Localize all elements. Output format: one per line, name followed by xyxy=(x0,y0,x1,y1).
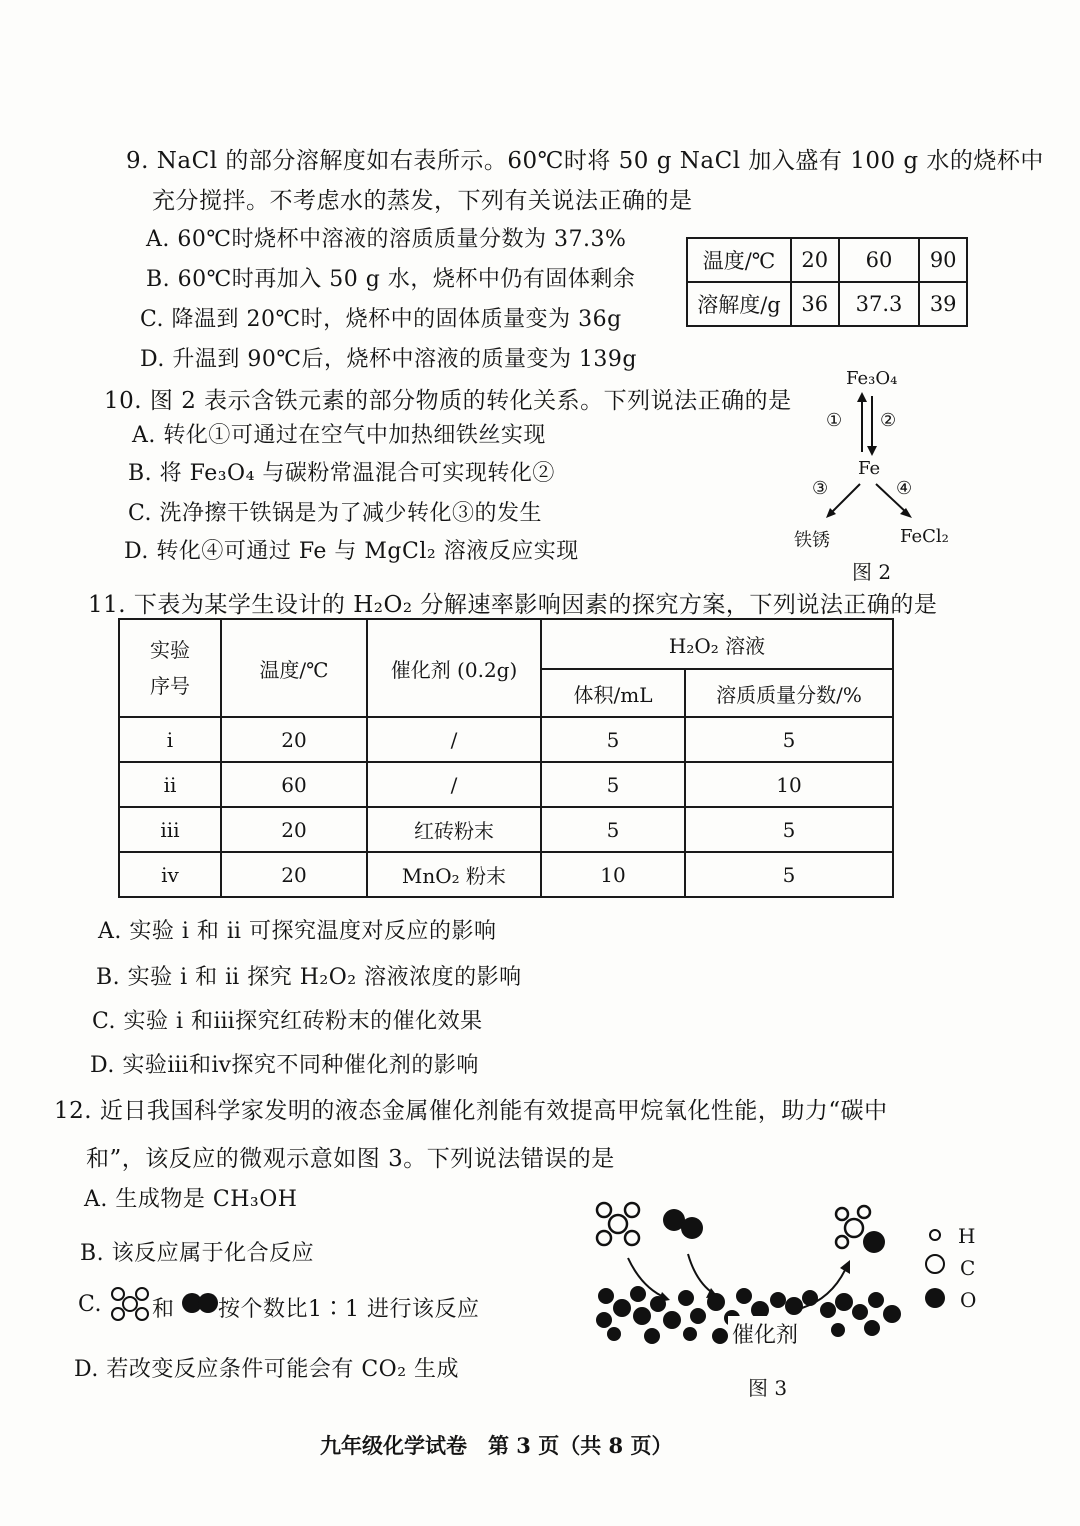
table-row xyxy=(119,852,893,897)
sol-temp-label: 温度/℃ xyxy=(687,238,791,282)
solubility-table xyxy=(686,237,968,327)
sol-temp-cell: 20 xyxy=(791,238,839,282)
legend-c: C xyxy=(960,1256,976,1280)
table-row xyxy=(119,807,893,852)
fe-label: Fe xyxy=(858,458,881,479)
q11-option-d: D. 实验ⅲ和ⅳ探究不同种催化剂的影响 xyxy=(90,1053,479,1078)
row-temp: 20 xyxy=(221,717,367,762)
oxygen-atom-icon xyxy=(925,1288,945,1308)
q12-option-d: D. 若改变反应条件可能会有 CO₂ 生成 xyxy=(74,1357,460,1382)
sol-value-cell: 39 xyxy=(919,282,967,326)
q10-stem: 10. 图 2 表示含铁元素的部分物质的转化关系。下列说法正确的是 xyxy=(104,388,792,414)
carbon-atom-icon xyxy=(926,1255,944,1273)
sol-temp-cell: 60 xyxy=(839,238,920,282)
row-fraction: 5 xyxy=(685,717,893,762)
q9-option-a: A. 60℃时烧杯中溶液的溶质质量分数为 37.3% xyxy=(146,227,627,252)
row-fraction: 10 xyxy=(685,762,893,807)
header-fraction: 溶质质量分数/% xyxy=(685,669,893,717)
q12-option-c-label: C. xyxy=(78,1292,103,1317)
table-row xyxy=(119,717,893,762)
q9-stem-line1: 9. NaCl 的部分溶解度如右表所示。60℃时将 50 g NaCl 加入盛有 100 g 水的烧杯中 xyxy=(126,148,1044,174)
q12-stem-line2: 和”，该反应的微观示意如图 3。下列说法错误的是 xyxy=(86,1146,615,1172)
row-catalyst: / xyxy=(367,762,541,807)
figure-2-caption: 图 2 xyxy=(852,560,892,584)
sol-value-cell: 36 xyxy=(791,282,839,326)
q9-option-d: D. 升温到 90℃后，烧杯中溶液的质量变为 139g xyxy=(140,347,638,372)
methane-molecule-icon xyxy=(110,1286,150,1322)
row-id: ⅳ xyxy=(119,852,221,897)
oxygen-molecule-icon xyxy=(180,1290,220,1316)
header-no-line2: 序号 xyxy=(150,674,190,698)
row-temp: 20 xyxy=(221,852,367,897)
q10-option-a: A. 转化①可通过在空气中加热细铁丝实现 xyxy=(132,423,546,448)
q10-option-c: C. 洗净擦干铁锅是为了减少转化③的发生 xyxy=(128,501,543,526)
figure-3-diagram xyxy=(592,1198,922,1378)
row-id: ⅲ xyxy=(119,807,221,852)
header-no-line1: 实验 xyxy=(150,638,190,662)
row-temp: 20 xyxy=(221,807,367,852)
q10-option-b: B. 将 Fe₃O₄ 与碳粉常温混合可实现转化② xyxy=(128,461,555,486)
row-fraction: 5 xyxy=(685,852,893,897)
legend-h: H xyxy=(958,1224,976,1248)
q11-option-c: C. 实验 ⅰ 和ⅲ探究红砖粉末的催化效果 xyxy=(92,1009,483,1034)
header-temp: 温度/℃ xyxy=(221,619,367,717)
q9-stem-line2: 充分搅拌。不考虑水的蒸发，下列有关说法正确的是 xyxy=(152,188,693,214)
q11-option-a: A. 实验 ⅰ 和 ⅱ 可探究温度对反应的影响 xyxy=(98,919,497,944)
fe3o4-label: Fe₃O₄ xyxy=(846,368,898,389)
q12-stem-line1: 12. 近日我国科学家发明的液态金属催化剂能有效提高甲烷氧化性能，助力“碳中 xyxy=(54,1098,888,1124)
row-catalyst: 红砖粉末 xyxy=(367,807,541,852)
header-catalyst: 催化剂 (0.2g) xyxy=(367,619,541,717)
rust-label: 铁锈 xyxy=(794,530,830,551)
row-volume: 10 xyxy=(541,852,685,897)
row-catalyst: MnO₂ 粉末 xyxy=(367,852,541,897)
header-no xyxy=(119,619,221,717)
row-id: ⅱ xyxy=(119,762,221,807)
sol-temp-cell: 90 xyxy=(919,238,967,282)
q9-option-b: B. 60℃时再加入 50 g 水，烧杯中仍有固体剩余 xyxy=(146,267,636,292)
row-volume: 5 xyxy=(541,762,685,807)
experiment-table xyxy=(118,618,894,898)
row-fraction: 5 xyxy=(685,807,893,852)
oxygen-reactant-icon xyxy=(663,1209,703,1239)
row-volume: 5 xyxy=(541,717,685,762)
atom-legend-icons xyxy=(924,1226,946,1316)
table-row xyxy=(119,762,893,807)
row-catalyst: / xyxy=(367,717,541,762)
row-volume: 5 xyxy=(541,807,685,852)
q9-option-c: C. 降温到 20℃时，烧杯中的固体质量变为 36g xyxy=(140,307,622,332)
fecl2-label: FeCl₂ xyxy=(900,526,949,547)
row-id: ⅰ xyxy=(119,717,221,762)
q12-option-c-and: 和 xyxy=(152,1297,175,1322)
marker-4: ④ xyxy=(896,478,913,499)
header-volume: 体积/mL xyxy=(541,669,685,717)
row-temp: 60 xyxy=(221,762,367,807)
sol-value-label: 溶解度/g xyxy=(687,282,791,326)
figure-3-caption: 图 3 xyxy=(748,1376,788,1400)
q12-option-b: B. 该反应属于化合反应 xyxy=(80,1241,315,1266)
marker-1: ① xyxy=(826,410,843,431)
catalyst-label: 催化剂 xyxy=(732,1323,799,1348)
marker-2: ② xyxy=(880,410,897,431)
sol-value-cell: 37.3 xyxy=(839,282,920,326)
header-h2o2: H₂O₂ 溶液 xyxy=(541,619,893,669)
page-footer: 九年级化学试卷 第 3 页（共 8 页） xyxy=(320,1433,673,1458)
methanol-product-icon xyxy=(836,1206,885,1253)
hydrogen-atom-icon xyxy=(930,1230,940,1240)
q12-option-a: A. 生成物是 CH₃OH xyxy=(84,1187,298,1212)
q11-stem: 11. 下表为某学生设计的 H₂O₂ 分解速率影响因素的探究方案，下列说法正确的是 xyxy=(88,592,938,618)
q11-option-b: B. 实验 ⅰ 和 ⅱ 探究 H₂O₂ 溶液浓度的影响 xyxy=(96,965,522,990)
q12-option-c-text: 按个数比1∶1 进行该反应 xyxy=(218,1297,480,1322)
marker-3: ③ xyxy=(812,478,829,499)
q10-option-d: D. 转化④可通过 Fe 与 MgCl₂ 溶液反应实现 xyxy=(124,539,579,564)
legend-o: O xyxy=(960,1288,977,1312)
methane-reactant-icon xyxy=(597,1203,639,1245)
